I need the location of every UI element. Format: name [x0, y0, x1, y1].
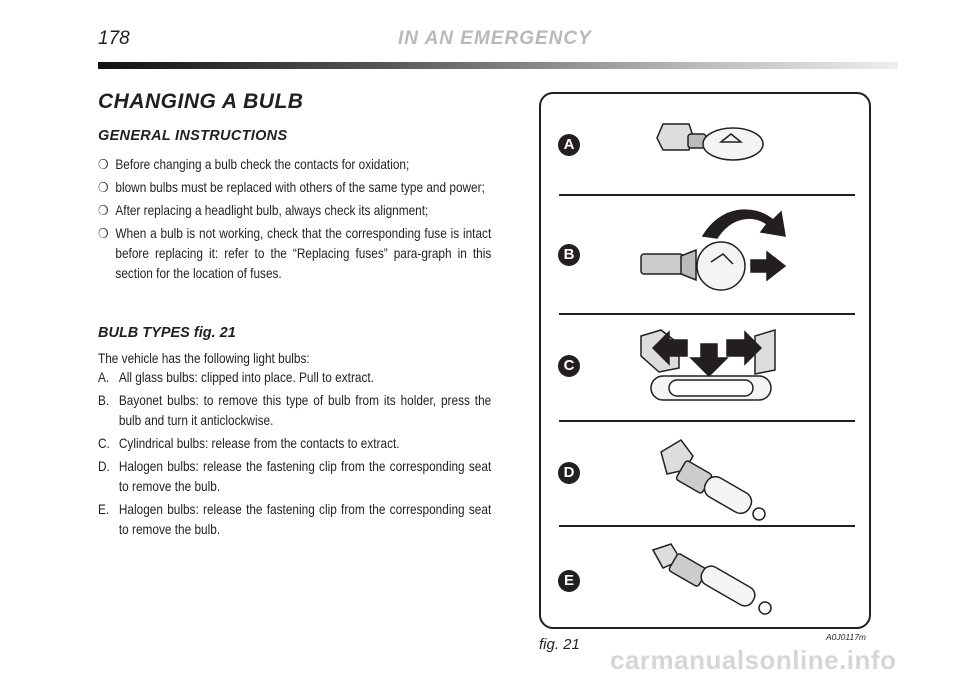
- list-item-text: Cylindrical bulbs: release from the contacts to extract.: [118, 436, 400, 451]
- bullet-icon: ❍: [98, 180, 109, 195]
- bulb-types-list: [98, 368, 491, 543]
- general-instructions-list: [98, 155, 491, 287]
- watermark: carmanualsonline.info: [610, 645, 897, 675]
- halogen-bulb-icon: [661, 440, 765, 520]
- rotate-arrow-icon: [703, 210, 785, 238]
- glass-bulb-icon: [657, 124, 763, 160]
- list-letter: B.: [98, 393, 110, 408]
- list-item: [98, 201, 491, 221]
- figure-caption: fig. 21: [539, 636, 580, 653]
- list-item-text: Halogen bulbs: release the fastening clip from the corresponding seat to remove the bulb.: [118, 502, 492, 537]
- figure-label-c: C: [558, 355, 580, 377]
- list-item: [98, 368, 491, 388]
- list-item: [98, 178, 491, 198]
- list-item-text: All glass bulbs: clipped into place. Pull to extract.: [118, 370, 374, 385]
- running-title: IN AN EMERGENCY: [398, 28, 592, 49]
- list-item: [98, 457, 491, 497]
- push-arrow-icon: [751, 252, 785, 280]
- page-number: 178: [98, 28, 130, 49]
- bayonet-bulb-icon: [641, 242, 745, 290]
- header-rule: [98, 62, 898, 69]
- section-title: CHANGING A BULB: [98, 90, 304, 113]
- list-item-text: Bayonet bulbs: to remove this type of bulb from its holder, press the bulb and turn it anticlockwise.: [118, 393, 492, 428]
- halogen-bulb-icon: [653, 544, 771, 614]
- figure-label-d: D: [558, 462, 580, 484]
- list-item-text: blown bulbs must be replaced with others of the same type and power;: [115, 180, 485, 195]
- down-arrow-icon: [691, 344, 727, 376]
- list-letter: C.: [98, 436, 110, 451]
- list-item-text: Halogen bulbs: release the fastening clip from the corresponding seat to remove the bulb.: [118, 459, 492, 494]
- bulb-types-intro: The vehicle has the following light bulbs:: [98, 351, 310, 366]
- bulb-types-heading: BULB TYPES fig. 21: [98, 325, 236, 341]
- list-item: [98, 224, 491, 284]
- list-item: [98, 155, 491, 175]
- list-item: [98, 434, 491, 454]
- figure-label-b: B: [558, 244, 580, 266]
- list-letter: A.: [98, 370, 110, 385]
- bullet-icon: ❍: [98, 203, 109, 218]
- figure-label-a: A: [558, 134, 580, 156]
- figure-code: A0J0117m: [826, 632, 867, 642]
- bulb-illustrations: [541, 94, 869, 627]
- bullet-icon: ❍: [98, 157, 109, 172]
- general-instructions-heading: GENERAL INSTRUCTIONS: [98, 128, 288, 144]
- figure-label-e: E: [558, 570, 580, 592]
- list-letter: E.: [98, 502, 110, 517]
- list-letter: D.: [98, 459, 110, 474]
- figure-panel: [539, 92, 871, 629]
- list-item: [98, 391, 491, 431]
- list-item-text: Before changing a bulb check the contacts for oxidation;: [115, 157, 410, 172]
- list-item: [98, 500, 491, 540]
- list-item-text: When a bulb is not working, check that the corresponding fuse is intact before replacing it: refer to the “Replacing fuses” para-graph in this section for the location of fuses.: [115, 226, 492, 281]
- bullet-icon: ❍: [98, 226, 109, 241]
- list-item-text: After replacing a headlight bulb, always check its alignment;: [115, 203, 429, 218]
